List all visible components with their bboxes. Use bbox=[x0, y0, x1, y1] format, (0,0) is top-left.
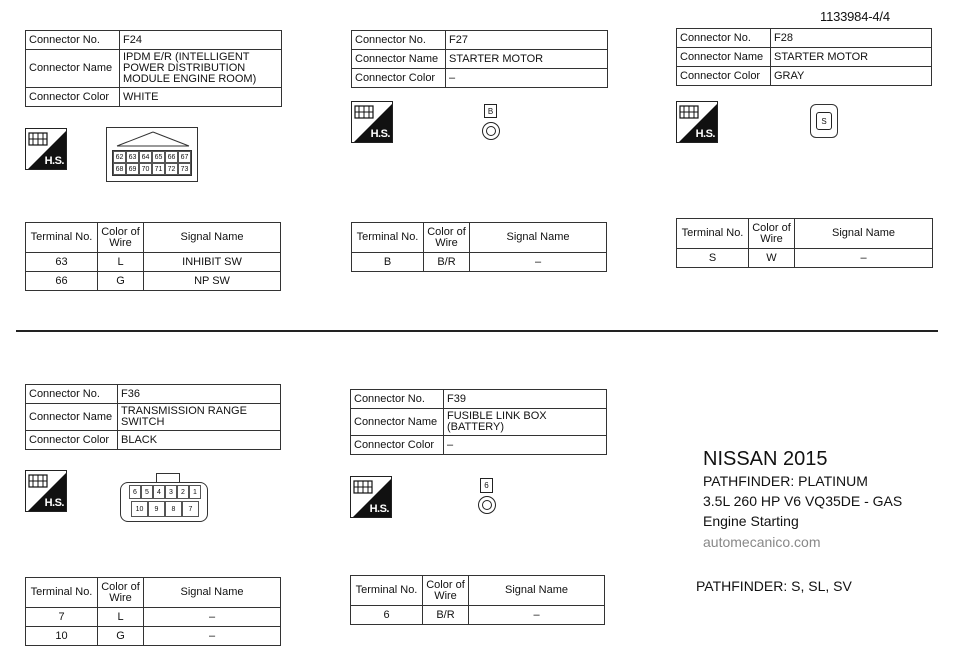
f24-pin: 65 bbox=[152, 151, 165, 163]
f24-pin: 63 bbox=[126, 151, 139, 163]
f39-terminal-tag: 6 bbox=[480, 478, 493, 493]
vehicle-models: PATHFINDER: S, SL, SV bbox=[696, 578, 852, 594]
label-color-of-wire bbox=[424, 223, 470, 253]
f36-color: BLACK bbox=[118, 431, 281, 450]
f28-terminal-tag: S bbox=[816, 112, 832, 130]
vehicle-summary bbox=[703, 447, 902, 553]
label-connector-name: Connector Name bbox=[677, 48, 771, 67]
label-color-of-wire bbox=[749, 219, 795, 249]
f39-name-line2: (BATTERY) bbox=[447, 421, 505, 433]
f27-name: STARTER MOTOR bbox=[446, 50, 608, 69]
connector-f24-info bbox=[25, 30, 282, 107]
label-terminal-no: Terminal No. bbox=[352, 223, 424, 253]
f36-pin: 3 bbox=[165, 485, 177, 499]
f24-pin: 66 bbox=[165, 151, 178, 163]
f36-name-line1: TRANSMISSION RANGE bbox=[121, 405, 247, 417]
label-color-of-wire bbox=[98, 578, 144, 608]
label-color-of-wire-line2: Wire bbox=[435, 236, 458, 249]
terminal-cell: 63 bbox=[26, 253, 98, 272]
label-terminal-no: Terminal No. bbox=[26, 578, 98, 608]
f24-latch-icon bbox=[107, 128, 199, 148]
f27-terminal-tag: B bbox=[484, 104, 497, 118]
table-row bbox=[677, 249, 933, 268]
label-signal-name: Signal Name bbox=[144, 223, 281, 253]
table-row bbox=[26, 272, 281, 291]
label-connector-no: Connector No. bbox=[351, 390, 444, 409]
label-color-of-wire-line2: Wire bbox=[760, 232, 783, 245]
hs-label: H.S. bbox=[44, 497, 64, 509]
page-id: 1133984-4/4 bbox=[820, 9, 890, 24]
f27-no: F27 bbox=[446, 31, 608, 50]
f36-pin: 8 bbox=[165, 501, 182, 517]
label-connector-color: Connector Color bbox=[26, 88, 120, 107]
signal-cell: – bbox=[469, 606, 605, 625]
label-color-of-wire bbox=[98, 223, 144, 253]
connector-f39-signals bbox=[350, 575, 605, 625]
label-color-of-wire-line1: Color of bbox=[101, 225, 140, 238]
label-connector-no: Connector No. bbox=[26, 385, 118, 404]
wire-cell: L bbox=[98, 253, 144, 272]
f39-no: F39 bbox=[444, 390, 607, 409]
label-terminal-no: Terminal No. bbox=[351, 576, 423, 606]
label-connector-color: Connector Color bbox=[677, 67, 771, 86]
label-connector-name: Connector Name bbox=[352, 50, 446, 69]
terminal-cell: 7 bbox=[26, 608, 98, 627]
f24-pin-grid bbox=[112, 150, 192, 176]
f24-name-line2: POWER DISTRIBUTION bbox=[123, 62, 246, 74]
connector-f28-signals bbox=[676, 218, 933, 268]
f28-color: GRAY bbox=[771, 67, 932, 86]
f24-pin: 70 bbox=[139, 163, 152, 175]
f24-pin: 67 bbox=[178, 151, 191, 163]
label-connector-no: Connector No. bbox=[26, 31, 120, 50]
label-connector-color: Connector Color bbox=[352, 69, 446, 88]
f36-name bbox=[118, 404, 281, 431]
hs-label: H.S. bbox=[44, 155, 64, 167]
table-row bbox=[26, 253, 281, 272]
f28-no: F28 bbox=[771, 29, 932, 48]
label-connector-color: Connector Color bbox=[351, 436, 444, 455]
label-color-of-wire-line1: Color of bbox=[752, 221, 791, 234]
wire-cell: G bbox=[98, 627, 144, 646]
connector-f28-info bbox=[676, 28, 932, 86]
connector-f39-info bbox=[350, 389, 607, 455]
f36-pin-grid-top bbox=[129, 485, 201, 499]
hs-icon bbox=[25, 470, 67, 512]
label-signal-name: Signal Name bbox=[144, 578, 281, 608]
wire-cell: B/R bbox=[423, 606, 469, 625]
f24-pin: 72 bbox=[165, 163, 178, 175]
f36-pin: 1 bbox=[189, 485, 201, 499]
signal-cell: – bbox=[144, 608, 281, 627]
signal-cell: INHIBIT SW bbox=[144, 253, 281, 272]
f36-pin: 7 bbox=[182, 501, 199, 517]
f36-pin: 6 bbox=[129, 485, 141, 499]
f24-name bbox=[120, 50, 282, 88]
label-signal-name: Signal Name bbox=[795, 219, 933, 249]
label-color-of-wire-line1: Color of bbox=[426, 578, 465, 591]
signal-cell: – bbox=[795, 249, 933, 268]
f24-pin: 71 bbox=[152, 163, 165, 175]
hs-icon bbox=[350, 476, 392, 518]
label-connector-no: Connector No. bbox=[352, 31, 446, 50]
connector-f27-info bbox=[351, 30, 608, 88]
f24-pin: 64 bbox=[139, 151, 152, 163]
label-color-of-wire-line2: Wire bbox=[434, 589, 457, 602]
label-color-of-wire-line2: Wire bbox=[109, 236, 132, 249]
wire-cell: B/R bbox=[424, 253, 470, 272]
wire-cell: G bbox=[98, 272, 144, 291]
f39-ring-inner bbox=[482, 500, 492, 510]
connector-f36-info bbox=[25, 384, 281, 450]
label-connector-no: Connector No. bbox=[677, 29, 771, 48]
label-color-of-wire-line2: Wire bbox=[109, 591, 132, 604]
wire-cell: L bbox=[98, 608, 144, 627]
label-terminal-no: Terminal No. bbox=[26, 223, 98, 253]
hs-icon bbox=[351, 101, 393, 143]
f36-pin: 5 bbox=[141, 485, 153, 499]
f24-pin: 69 bbox=[126, 163, 139, 175]
label-connector-name: Connector Name bbox=[351, 409, 444, 436]
f36-pin: 9 bbox=[148, 501, 165, 517]
terminal-cell: 6 bbox=[351, 606, 423, 625]
label-connector-color: Connector Color bbox=[26, 431, 118, 450]
table-row bbox=[26, 608, 281, 627]
f27-color: – bbox=[446, 69, 608, 88]
f24-connector-face bbox=[106, 127, 198, 182]
label-color-of-wire bbox=[423, 576, 469, 606]
vehicle-engine: 3.5L 260 HP V6 VQ35DE - GAS bbox=[703, 493, 903, 509]
f24-name-line1: IPDM E/R (INTELLIGENT bbox=[123, 51, 250, 63]
label-color-of-wire-line1: Color of bbox=[427, 225, 466, 238]
label-connector-name: Connector Name bbox=[26, 50, 120, 88]
f24-pin: 73 bbox=[178, 163, 191, 175]
connector-f27-signals bbox=[351, 222, 607, 272]
hs-label: H.S. bbox=[695, 128, 715, 140]
vehicle-system: Engine Starting bbox=[703, 513, 799, 529]
table-row bbox=[26, 627, 281, 646]
table-row bbox=[352, 253, 607, 272]
f36-pin: 4 bbox=[153, 485, 165, 499]
f28-name: STARTER MOTOR bbox=[771, 48, 932, 67]
f24-color: WHITE bbox=[120, 88, 282, 107]
signal-cell: – bbox=[144, 627, 281, 646]
section-divider bbox=[16, 330, 938, 332]
connector-f24-signals bbox=[25, 222, 281, 291]
f36-pin-grid-bottom bbox=[131, 501, 199, 517]
signal-cell: – bbox=[470, 253, 607, 272]
label-signal-name: Signal Name bbox=[470, 223, 607, 253]
label-connector-name: Connector Name bbox=[26, 404, 118, 431]
vehicle-make: NISSAN 2015 bbox=[703, 448, 828, 470]
vehicle-model: PATHFINDER: PLATINUM bbox=[703, 473, 868, 489]
f36-pin: 10 bbox=[131, 501, 148, 517]
f39-color: – bbox=[444, 436, 607, 455]
hs-icon bbox=[25, 128, 67, 170]
terminal-cell: B bbox=[352, 253, 424, 272]
f36-pin: 2 bbox=[177, 485, 189, 499]
f36-connector-face bbox=[120, 482, 208, 522]
f24-pin: 68 bbox=[113, 163, 126, 175]
f36-no: F36 bbox=[118, 385, 281, 404]
hs-label: H.S. bbox=[369, 503, 389, 515]
wire-cell: W bbox=[749, 249, 795, 268]
connector-f36-signals bbox=[25, 577, 281, 646]
label-color-of-wire-line1: Color of bbox=[101, 580, 140, 593]
terminal-cell: 66 bbox=[26, 272, 98, 291]
f24-no: F24 bbox=[120, 31, 282, 50]
label-terminal-no: Terminal No. bbox=[677, 219, 749, 249]
signal-cell: NP SW bbox=[144, 272, 281, 291]
terminal-cell: S bbox=[677, 249, 749, 268]
f36-name-line2: SWITCH bbox=[121, 416, 165, 428]
hs-icon bbox=[676, 101, 718, 143]
site-watermark: automecanico.com bbox=[703, 534, 821, 550]
terminal-cell: 10 bbox=[26, 627, 98, 646]
f39-name-line1: FUSIBLE LINK BOX bbox=[447, 410, 547, 422]
f27-ring-inner bbox=[486, 126, 496, 136]
f39-name bbox=[444, 409, 607, 436]
table-row bbox=[351, 606, 605, 625]
f24-pin: 62 bbox=[113, 151, 126, 163]
label-signal-name: Signal Name bbox=[469, 576, 605, 606]
f24-name-line3: MODULE ENGINE ROOM) bbox=[123, 73, 257, 85]
hs-label: H.S. bbox=[370, 128, 390, 140]
